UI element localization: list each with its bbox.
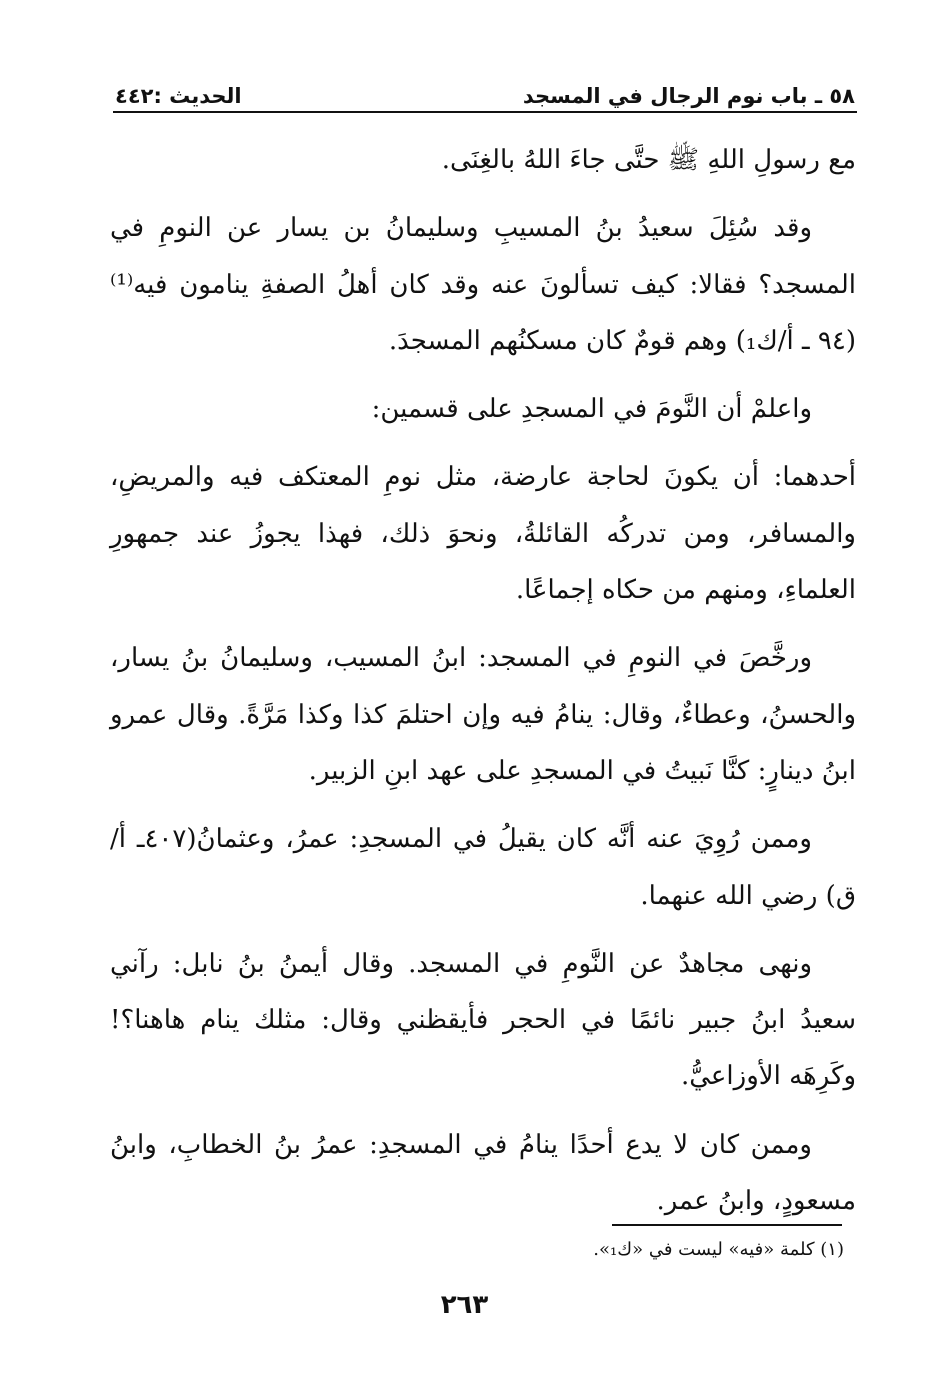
footnote: (١) كلمة «فيه» ليست في «ك₁». — [593, 1239, 844, 1260]
body-text — [110, 132, 856, 1241]
header-rule — [113, 111, 857, 113]
paragraph: ورخَّصَ في النومِ في المسجد: ابنُ المسيب، وسليمانُ بنُ يسار، والحسنُ، وعطاءٌ، وقال: ينامُ فيه وإن احتلمَ كذا وكذا مَرَّةً. وقال عمرو ابنُ دينارٍ: كنَّا نَبيتُ في المسجدِ على عهد ابنِ الزبير. — [110, 643, 856, 786]
paragraph: وممن كان لا يدع أحدًا ينامُ في المسجدِ: عمرُ بنُ الخطابِ، وابنُ مسعودٍ، وابنُ عمر. — [110, 1129, 856, 1217]
chapter-title: ٥٨ ـ باب نوم الرجال في المسجد — [522, 84, 855, 108]
hadith-reference: الحديث :٤٤٢ — [115, 84, 242, 108]
paragraph: وممن رُوِيَ عنه أنَّه كان يقيلُ في المسجدِ: عمرُ، وعثمانُ(٤٠٧ـ أ/ ق) رضي الله عنهما. — [110, 824, 856, 911]
paragraph: مع رسولِ اللهِ ﷺ حتَّى جاءَ اللهُ بالغِنَى. — [441, 145, 856, 175]
paragraph: ونهى مجاهدٌ عن النَّومِ في المسجد. وقال أيمنُ بنُ نابل: رآني سعيدُ ابنُ جبير نائمًا في الحجر فأيقظني وقال: مثلك ينام هاهنا؟! وكَرِهَه الأوزاعيُّ. — [110, 948, 856, 1092]
running-header — [115, 72, 855, 108]
paragraph: واعلمْ أن النَّومَ في المسجدِ على قسمين: — [371, 394, 812, 425]
paragraph: أحدهما: أن يكونَ لحاجة عارضة، مثل نومِ المعتكف فيه والمريضِ، والمسافر، ومن تدركُه القائلةُ، ونحوَ ذلك، فهذا يجوزُ عند جمهورِ العلماءِ، ومنهم من حكاه إجماعًا. — [110, 462, 856, 606]
page-number: ٢٦٣ — [440, 1290, 489, 1320]
footnote-rule — [612, 1224, 842, 1226]
paragraph: وقد سُئِلَ سعيدُ بنُ المسيبِ وسليمانُ بن يسار عن النومِ في المسجد؟ فقالا: كيف تسألونَ عنه وقد كان أهلُ الصفةِ ينامون فيه⁽¹⁾ (٩٤ ـ أ/ك₁) وهم قومٌ كان مسكنُهم المسجدَ. — [110, 213, 856, 356]
